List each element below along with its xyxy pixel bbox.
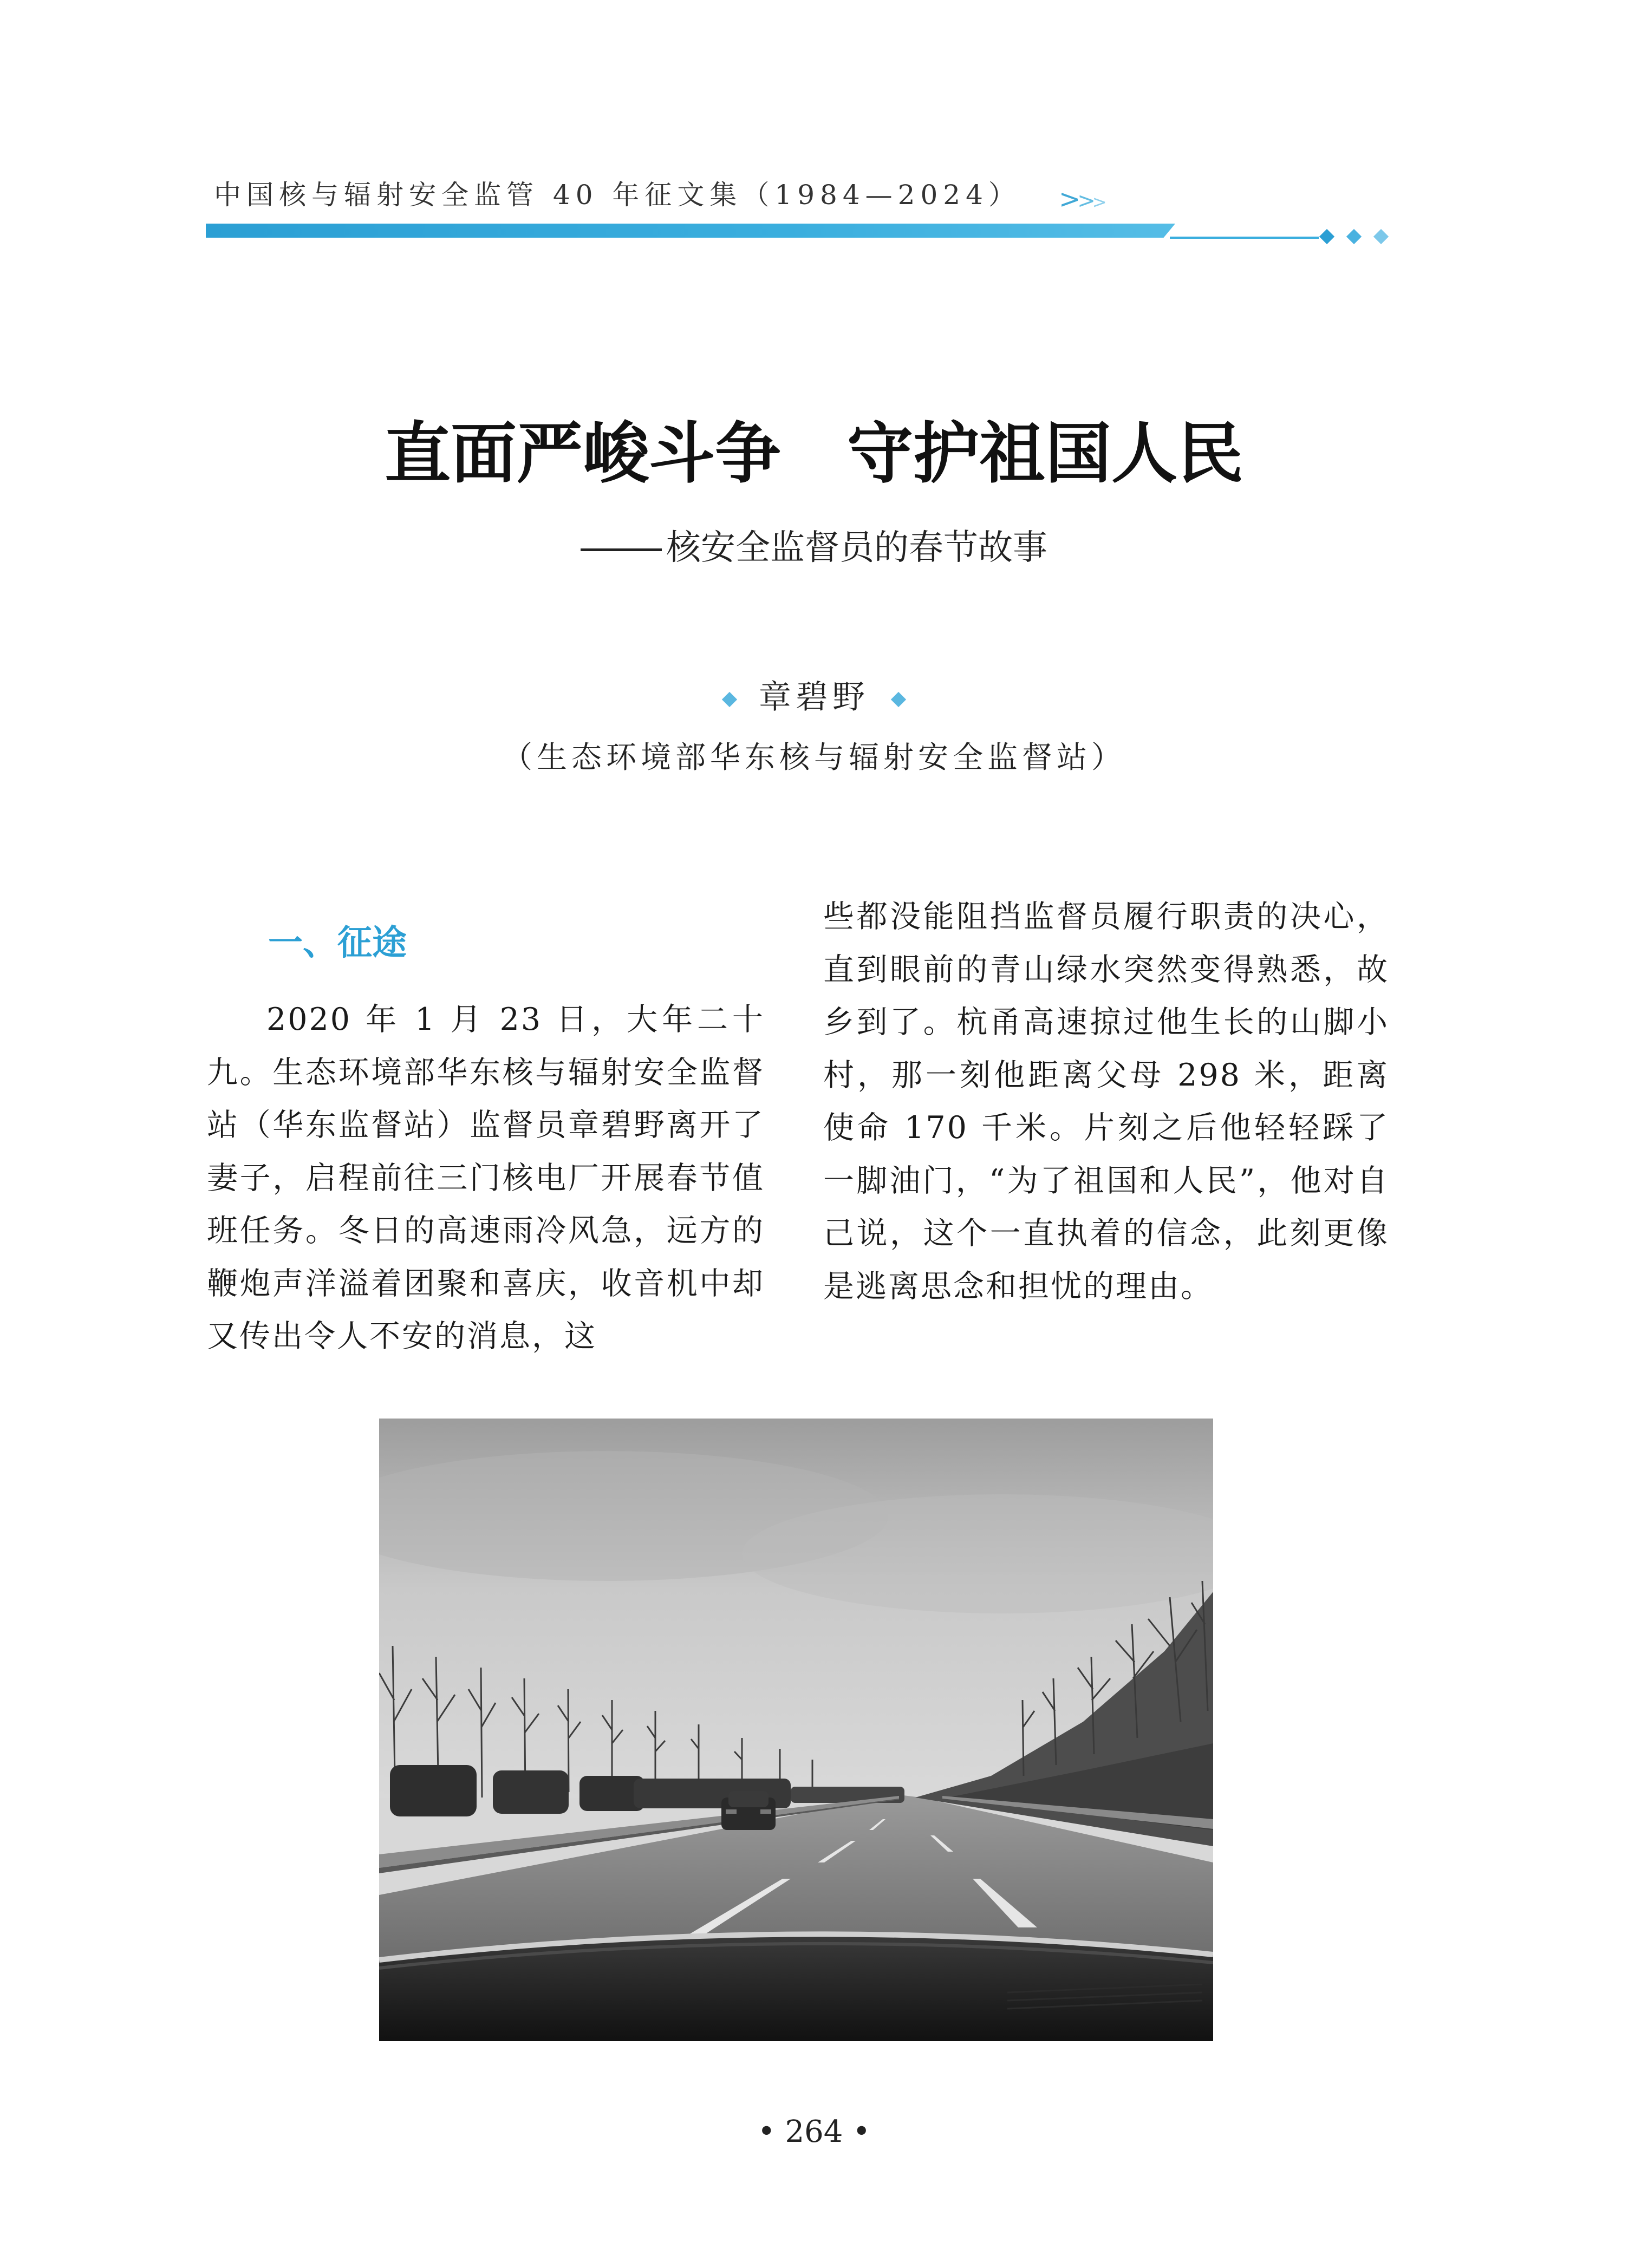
article-title: 直面严峻斗争 守护祖国人民	[385, 414, 1243, 492]
article-subtitle	[0, 520, 1628, 570]
body-column-right	[823, 891, 1389, 1313]
author-line	[0, 671, 1628, 718]
header-rule	[206, 224, 1175, 238]
page-number: • 264 •	[757, 2114, 871, 2149]
header-thin-rule	[1170, 237, 1319, 239]
dash-icon	[581, 548, 662, 551]
body-column-left	[207, 994, 765, 1363]
diamond-icon	[1373, 229, 1389, 244]
highway-photo	[379, 1419, 1213, 2041]
diamond-icon	[1346, 229, 1362, 244]
author-affiliation: （生态环境部华东核与辐射安全监督站）	[502, 740, 1126, 775]
body-paragraph: 2020 年 1 月 23 日，大年二十九。生态环境部华东核与辐射安全监督站（华东监督站）监督员章碧野离开了妻子，启程前往三门核电厂开展春节值班任务。冬日的高速雨冷风急，远方的鞭炮声洋溢着团聚和喜庆，收音机中却又传出令人不安的消息，这	[207, 1002, 765, 1354]
diamond-icon	[1319, 229, 1334, 244]
subtitle-text: 核安全监督员的春节故事	[666, 528, 1047, 568]
car-ahead	[721, 1791, 776, 1830]
diamond-icon	[891, 692, 906, 707]
author-name: 章碧野	[759, 678, 869, 716]
body-paragraph: 些都没能阻挡监督员履行职责的决心，直到眼前的青山绿水突然变得熟悉，故乡到了。杭甬高速掠过他生长的山脚小村，那一刻他距离父母 298 米，距离使命 170 千米。片刻之后他轻轻踩了一脚油门，“为了祖国和人民”，他对自己说，这个一直执着的信念，此刻更像是逃离思念和担忧的理由。	[823, 899, 1389, 1304]
chevron-right-icon: >>>	[1059, 184, 1104, 214]
running-header-title: 中国核与辐射安全监管 40 年征文集（1984—2024）	[214, 179, 1021, 211]
section-heading: 一、征途	[268, 923, 407, 963]
diamond-icon	[722, 692, 737, 707]
